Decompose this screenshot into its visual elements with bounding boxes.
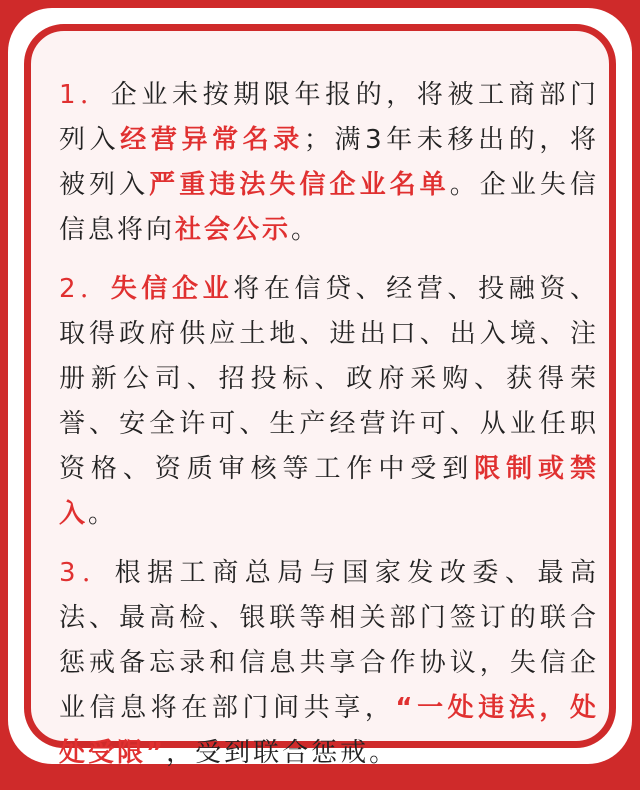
highlight-text: 严重违法失信企业名单 <box>149 170 450 200</box>
outer-card <box>8 8 632 768</box>
inner-card <box>24 24 616 768</box>
text-segment: 企业未按期限年报的，将被工商部门列入 <box>59 80 599 155</box>
text-segment: 将在信贷、经营、投融资、取得政府供应土地、进出口、出入境、注册新公司、招投标、政府采购、获得荣誉、安全许可、生产经营许可、从业任职资格、资质审核等工作中受到 <box>59 274 599 484</box>
highlight-text: “一处违法，处处受限” <box>59 693 599 768</box>
text-segment: 根据工商总局与国家发改委、最高法、最高检、银联等相关部门签订的联合惩戒备忘录和信息共享合作协议，失信企业信息将在部门间共享， <box>59 558 599 723</box>
text-segment: ；满3年未移出的，将被列入 <box>59 125 599 200</box>
text-segment: 。企业失信信息将向 <box>59 170 599 245</box>
text-segment: 。 <box>88 499 118 529</box>
text-segment: ，受到联合惩戒。 <box>166 738 399 768</box>
highlight-text: 社会公示 <box>175 215 292 245</box>
item-number: 1． <box>59 80 111 110</box>
paragraph-1 <box>59 73 599 253</box>
item-number: 3． <box>59 558 115 588</box>
highlight-text: 经营异常名录 <box>120 125 304 155</box>
highlight-text: 失信企业 <box>110 274 234 304</box>
item-number: 2． <box>59 274 111 304</box>
text-segment: 。 <box>291 215 321 245</box>
paragraph-2 <box>59 267 599 537</box>
highlight-text: 限制或禁入 <box>59 454 599 529</box>
content-area <box>59 73 599 790</box>
paragraph-3 <box>59 551 599 776</box>
